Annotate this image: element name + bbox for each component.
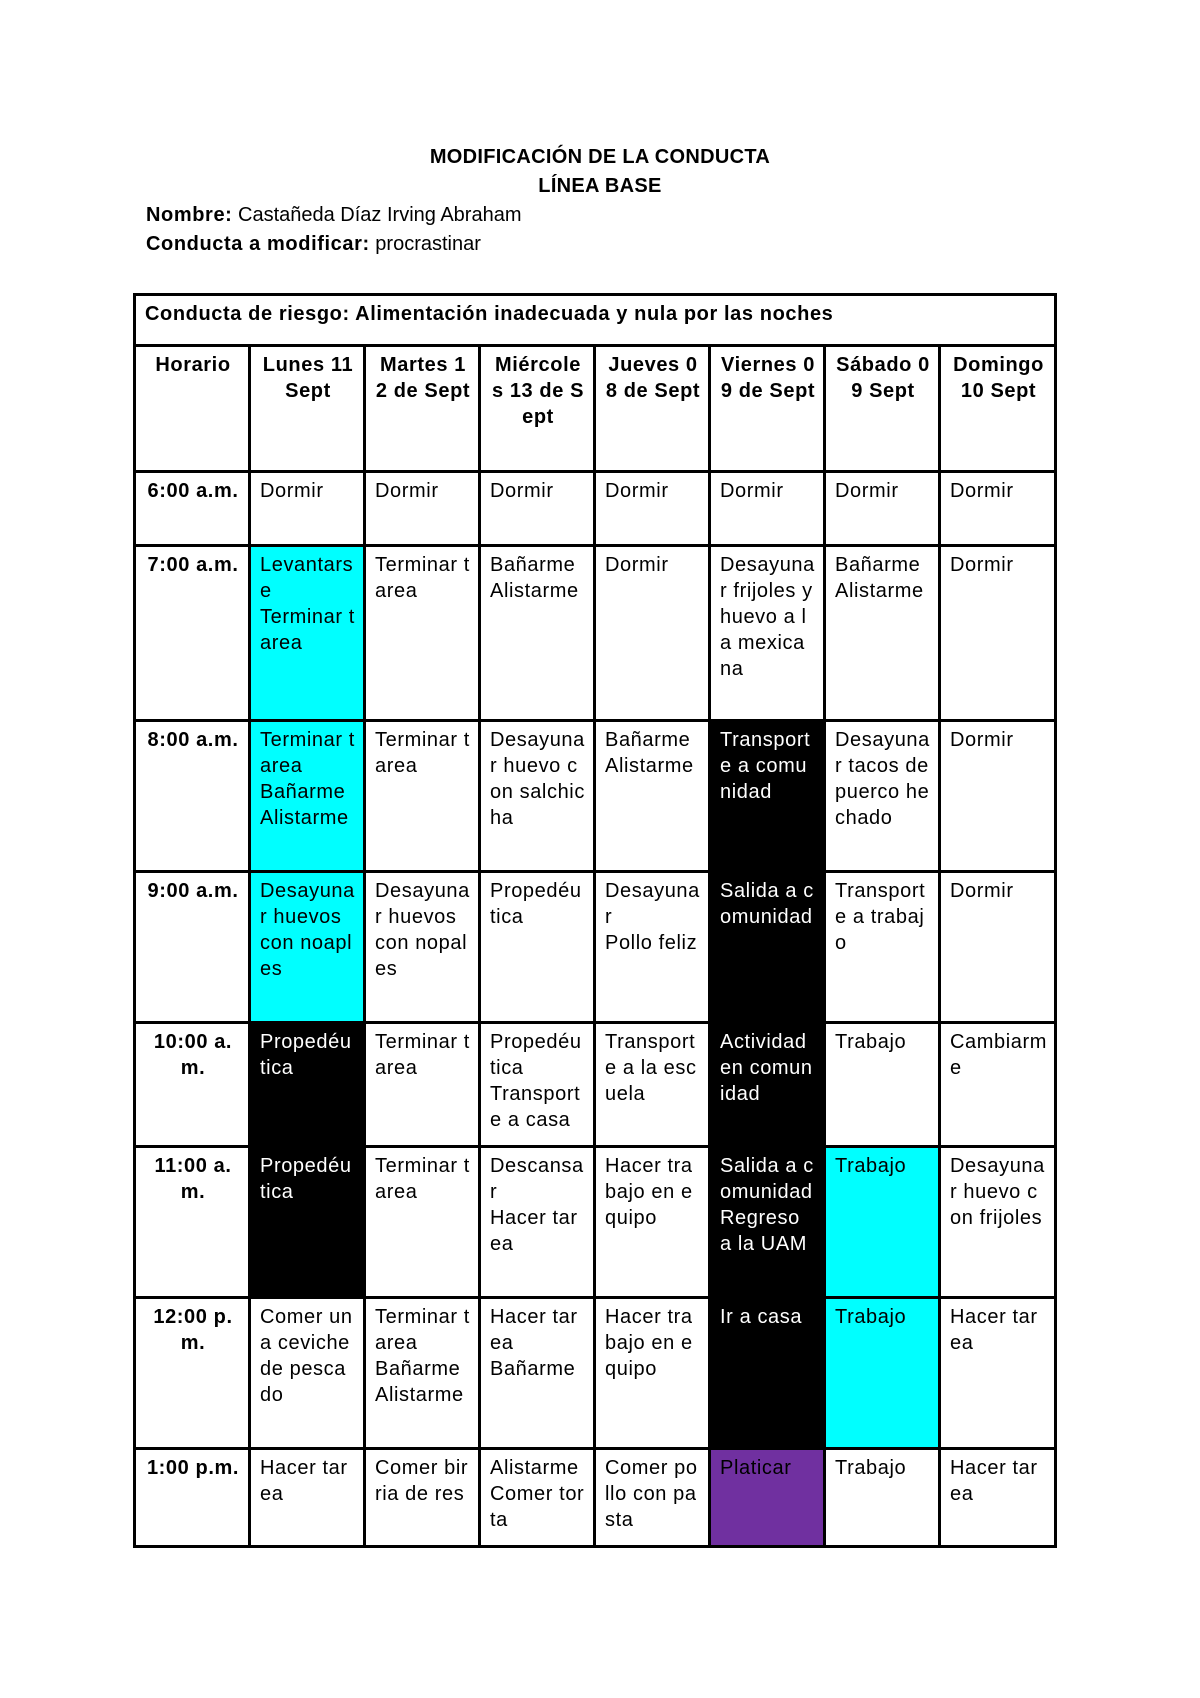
activity-cell: Dormir xyxy=(250,472,365,546)
activity-cell: Desayunar frijoles y huevo a la mexicana xyxy=(710,546,825,721)
activity-cell: Transporte a comunidad xyxy=(710,721,825,872)
risk-row xyxy=(135,295,1056,346)
activity-cell: Terminar tarea xyxy=(365,1147,480,1298)
risk-behavior-cell: Conducta de riesgo: Alimentación inadecuada y nula por las noches xyxy=(135,295,1056,346)
column-header: Viernes 09 de Sept xyxy=(710,346,825,472)
activity-cell: Trabajo xyxy=(825,1449,940,1547)
activity-cell: Actividad en comunidad xyxy=(710,1023,825,1147)
activity-cell: Desayunar huevo con frijoles xyxy=(940,1147,1056,1298)
activity-cell: Dormir xyxy=(595,472,710,546)
activity-cell: Terminar tarea xyxy=(365,721,480,872)
activity-cell: Propedéutica xyxy=(480,872,595,1023)
activity-cell: Dormir xyxy=(365,472,480,546)
activity-cell: Hacer tarea Bañarme xyxy=(480,1298,595,1449)
activity-cell: Bañarme Alistarme xyxy=(595,721,710,872)
column-header: Domingo 10 Sept xyxy=(940,346,1056,472)
activity-cell: Salida a comunidad Regreso a la UAM xyxy=(710,1147,825,1298)
column-header: Miércoles 13 de Sept xyxy=(480,346,595,472)
column-header: Horario xyxy=(135,346,250,472)
table-row xyxy=(135,1449,1056,1547)
activity-cell: Comer pollo con pasta xyxy=(595,1449,710,1547)
table-row xyxy=(135,546,1056,721)
document-title: MODIFICACIÓN DE LA CONDUCTA xyxy=(429,146,771,168)
column-header: Lunes 11 Sept xyxy=(250,346,365,472)
activity-cell: Terminar tarea xyxy=(365,1023,480,1147)
activity-cell: Desayunar huevos con nopales xyxy=(365,872,480,1023)
time-cell: 1:00 p.m. xyxy=(135,1449,250,1547)
table-row xyxy=(135,872,1056,1023)
activity-cell: Hacer trabajo en equipo xyxy=(595,1298,710,1449)
activity-cell: Descansar Hacer tarea xyxy=(480,1147,595,1298)
activity-cell: Cambiarme xyxy=(940,1023,1056,1147)
activity-cell: Trabajo xyxy=(825,1298,940,1449)
time-cell: 12:00 p.m. xyxy=(135,1298,250,1449)
time-cell: 6:00 a.m. xyxy=(135,472,250,546)
activity-cell: Transporte a trabajo xyxy=(825,872,940,1023)
activity-cell: Propedéutica xyxy=(250,1023,365,1147)
activity-cell: Transporte a la escuela xyxy=(595,1023,710,1147)
activity-cell: Hacer tarea xyxy=(940,1449,1056,1547)
table-row xyxy=(135,1298,1056,1449)
name-value: Castañeda Díaz Irving Abraham xyxy=(238,204,522,226)
activity-cell: Platicar xyxy=(710,1449,825,1547)
activity-cell: Hacer tarea xyxy=(250,1449,365,1547)
activity-cell: Levantarse Terminar tarea xyxy=(250,546,365,721)
behavior-label: Conducta a modificar: xyxy=(146,233,370,255)
column-header: Sábado 09 Sept xyxy=(825,346,940,472)
table-row xyxy=(135,1147,1056,1298)
activity-cell: Hacer tarea xyxy=(940,1298,1056,1449)
table-row xyxy=(135,721,1056,872)
activity-cell: Desayunar Pollo feliz xyxy=(595,872,710,1023)
activity-cell: Propedéutica xyxy=(250,1147,365,1298)
activity-cell: Dormir xyxy=(710,472,825,546)
activity-cell: Desayunar huevo con salchicha xyxy=(480,721,595,872)
behavior-value: procrastinar xyxy=(375,233,481,255)
activity-cell: Bañarme Alistarme xyxy=(480,546,595,721)
activity-cell: Trabajo xyxy=(825,1147,940,1298)
schedule-table xyxy=(133,293,1057,1548)
activity-cell: Salida a comunidad xyxy=(710,872,825,1023)
activity-cell: Propedéutica Transporte a casa xyxy=(480,1023,595,1147)
column-header: Jueves 08 de Sept xyxy=(595,346,710,472)
activity-cell: Dormir xyxy=(595,546,710,721)
time-cell: 7:00 a.m. xyxy=(135,546,250,721)
table-row xyxy=(135,472,1056,546)
activity-cell: Terminar tarea xyxy=(365,546,480,721)
activity-cell: Dormir xyxy=(940,872,1056,1023)
activity-cell: Terminar tarea Bañarme Alistarme xyxy=(250,721,365,872)
activity-cell: Desayunar huevos con noaples xyxy=(250,872,365,1023)
time-cell: 11:00 a.m. xyxy=(135,1147,250,1298)
activity-cell: Dormir xyxy=(480,472,595,546)
activity-cell: Dormir xyxy=(940,546,1056,721)
name-label: Nombre: xyxy=(146,204,233,226)
activity-cell: Dormir xyxy=(940,472,1056,546)
activity-cell: Desayunar tacos de puerco hechado xyxy=(825,721,940,872)
activity-cell: Hacer trabajo en equipo xyxy=(595,1147,710,1298)
activity-cell: Comer una ceviche de pescado xyxy=(250,1298,365,1449)
name-line xyxy=(146,204,522,227)
activity-cell: Bañarme Alistarme xyxy=(825,546,940,721)
activity-cell: Dormir xyxy=(825,472,940,546)
activity-cell: Terminar tarea Bañarme Alistarme xyxy=(365,1298,480,1449)
header-row xyxy=(135,346,1056,472)
table-row xyxy=(135,1023,1056,1147)
activity-cell: Comer birria de res xyxy=(365,1449,480,1547)
behavior-line xyxy=(146,233,481,256)
activity-cell: Dormir xyxy=(940,721,1056,872)
time-cell: 9:00 a.m. xyxy=(135,872,250,1023)
activity-cell: Alistarme Comer torta xyxy=(480,1449,595,1547)
time-cell: 10:00 a.m. xyxy=(135,1023,250,1147)
column-header: Martes 12 de Sept xyxy=(365,346,480,472)
document-subtitle: LÍNEA BASE xyxy=(538,175,662,197)
time-cell: 8:00 a.m. xyxy=(135,721,250,872)
activity-cell: Trabajo xyxy=(825,1023,940,1147)
activity-cell: Ir a casa xyxy=(710,1298,825,1449)
